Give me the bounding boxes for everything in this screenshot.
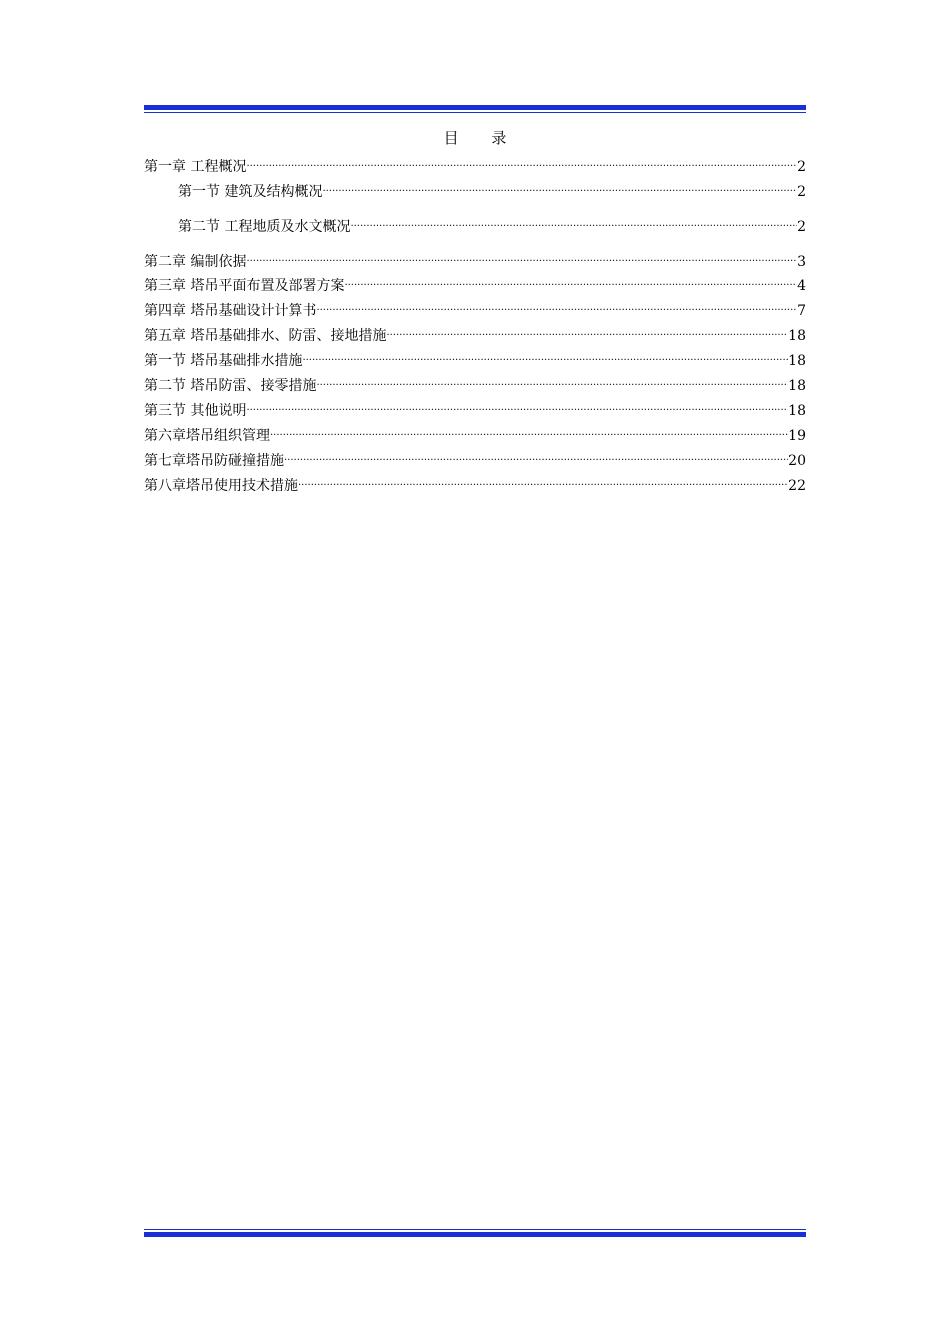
toc-entry-page: 2: [797, 219, 806, 235]
toc-entry-chapter-1[interactable]: [144, 153, 806, 175]
toc-entry-page: 18: [788, 378, 806, 394]
toc-leader-dots: [344, 272, 797, 290]
toc-entry-label: 第四章 塔吊基础设计计算书: [144, 303, 317, 319]
toc-entry-page: 20: [788, 453, 806, 469]
toc-entry-page: 2: [797, 159, 806, 175]
toc-entry-label: 第一章 工程概况: [144, 159, 247, 175]
toc-entry-chapter-5-section-2[interactable]: [144, 372, 806, 394]
toc-entry-page: 22: [788, 478, 806, 494]
toc-leader-dots: [298, 472, 788, 490]
toc-entry-label: 第三章 塔吊平面布置及部署方案: [144, 278, 345, 294]
toc-entry-label: 第三节 其他说明: [144, 403, 247, 419]
toc-entry-label: 第二节 塔吊防雷、接零措施: [144, 378, 317, 394]
toc-leader-dots: [246, 397, 788, 415]
toc-entry-chapter-5-section-3[interactable]: [144, 397, 806, 419]
toc-entry-chapter-3[interactable]: [144, 272, 806, 294]
toc-title: 目 录: [443, 129, 521, 147]
toc-leader-dots: [284, 447, 788, 465]
toc-entry-page: 7: [797, 303, 806, 319]
toc-entry-label: 第七章塔吊防碰撞措施: [144, 453, 284, 469]
toc-entry-page: 19: [788, 428, 806, 444]
toc-entry-label: 第二节 工程地质及水文概况: [178, 219, 351, 235]
toc-entry-label: 第六章塔吊组织管理: [144, 428, 270, 444]
toc-leader-dots: [270, 422, 788, 440]
toc-entry-page: 3: [797, 254, 806, 270]
toc-leader-dots: [322, 178, 797, 196]
toc-entry-label: 第八章塔吊使用技术措施: [144, 478, 298, 494]
toc-entry-label: 第五章 塔吊基础排水、防雷、接地措施: [144, 328, 387, 344]
toc-entry-page: 4: [797, 278, 806, 294]
header-rule: [144, 105, 806, 113]
toc-entry-page: 2: [797, 184, 806, 200]
toc-entry-chapter-7[interactable]: [144, 447, 806, 469]
toc-entry-chapter-8[interactable]: [144, 472, 806, 494]
toc-leader-dots: [386, 322, 788, 340]
toc-entry-chapter-5-section-1[interactable]: [144, 347, 806, 369]
toc-entry-chapter-2[interactable]: [144, 248, 806, 270]
toc-entry-page: 18: [788, 353, 806, 369]
toc-leader-dots: [316, 297, 797, 315]
toc-leader-dots: [246, 248, 797, 266]
toc-entry-chapter-6[interactable]: [144, 422, 806, 444]
toc-entry-chapter-5[interactable]: [144, 322, 806, 344]
toc-entry-label: 第一节 建筑及结构概况: [178, 184, 323, 200]
toc-leader-dots: [316, 372, 788, 390]
toc-entry-chapter-1-section-1[interactable]: [178, 178, 806, 200]
toc-entry-chapter-1-section-2[interactable]: [178, 213, 806, 235]
toc-entry-page: 18: [788, 328, 806, 344]
toc-entry-page: 18: [788, 403, 806, 419]
footer-rule: [144, 1229, 806, 1237]
toc-leader-dots: [246, 153, 797, 171]
toc-entry-chapter-4[interactable]: [144, 297, 806, 319]
toc-entry-label: 第一节 塔吊基础排水措施: [144, 353, 303, 369]
toc-entry-label: 第二章 编制依据: [144, 254, 247, 270]
toc-leader-dots: [302, 347, 788, 365]
toc-leader-dots: [350, 213, 797, 231]
